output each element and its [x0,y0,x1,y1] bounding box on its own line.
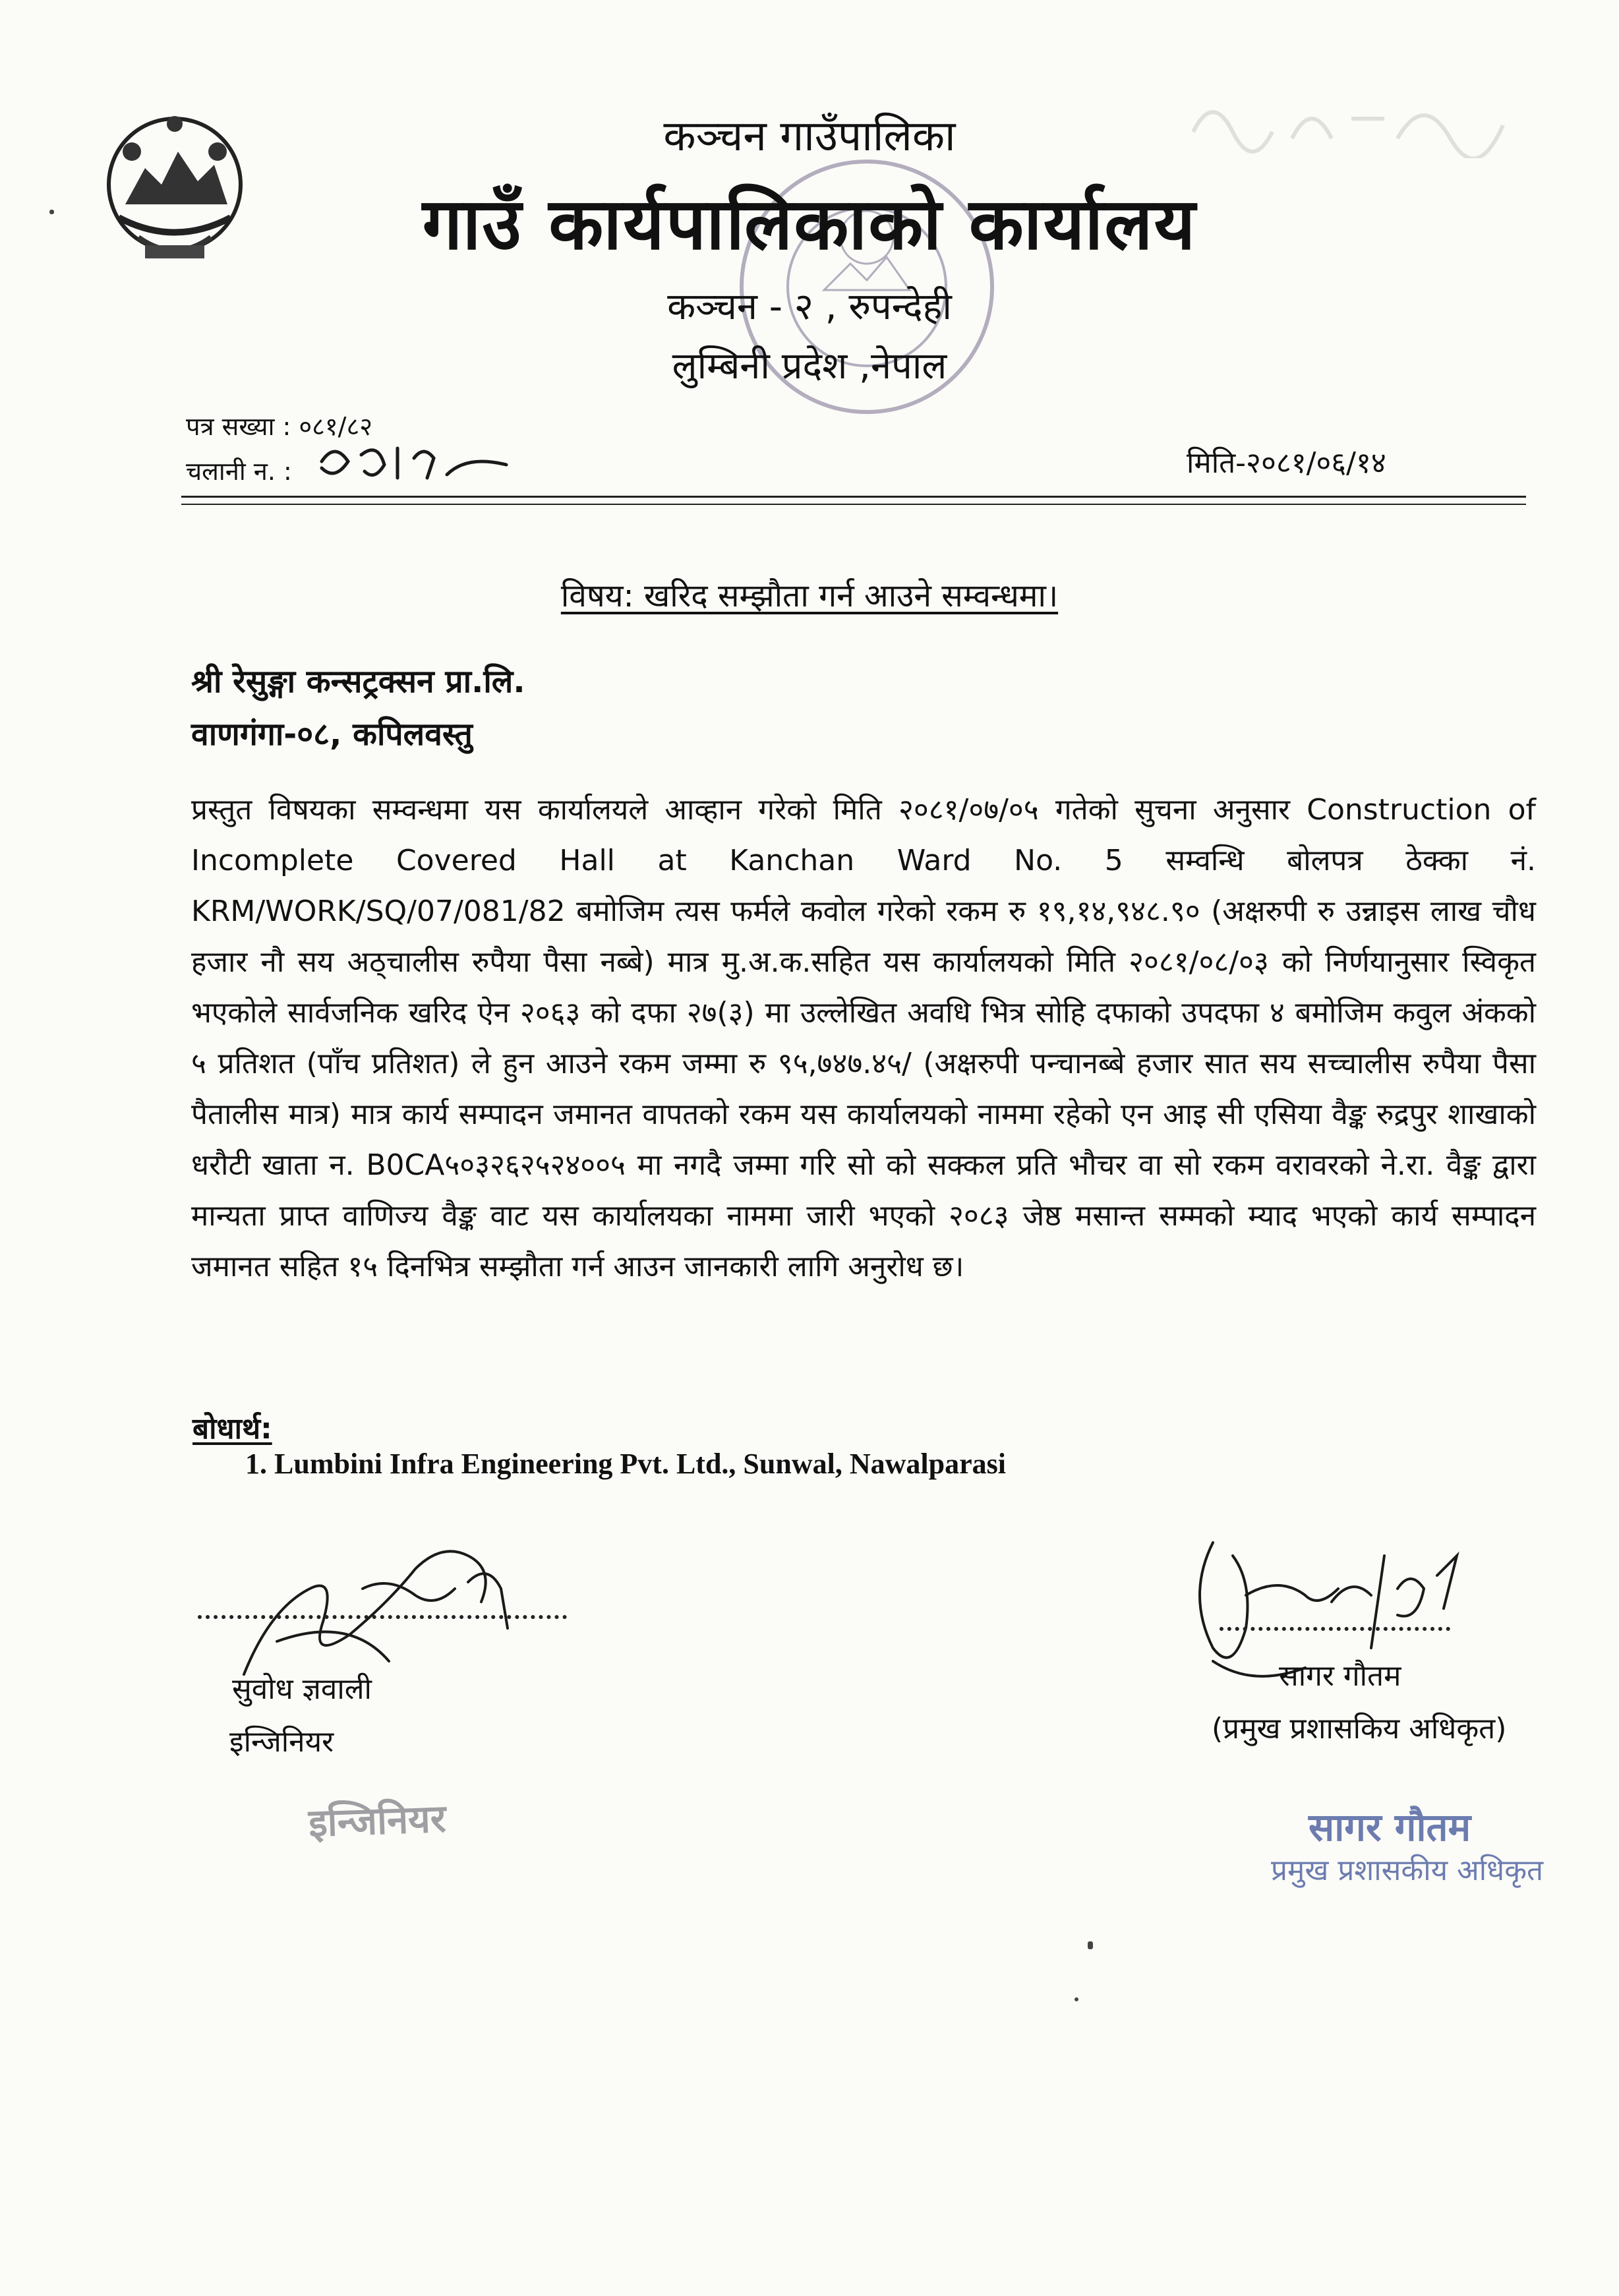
cao-stamp-name: सागर गौतम [1309,1805,1471,1850]
subject-line [0,574,1619,616]
addressee-name: श्री रेसुङ्गा कन्सट्रक्सन प्रा.लि. [191,663,525,700]
engineer-name: सुवोध ज्ञवाली [232,1672,372,1706]
cc-item: 1. Lumbini Infra Engineering Pvt. Ltd., Sunwal, Nawalparasi [245,1448,1006,1480]
engineer-stamp: इन्जिनियर [307,1796,447,1846]
signature-line-left [198,1615,567,1619]
subject-text: विषय: खरिद सम्झौता गर्न आउने सम्वन्धमा। [560,577,1059,614]
chalani-number-handwritten [315,435,513,488]
office-province: लुम्बिनी प्रदेश ,नेपाल [672,345,947,388]
cao-name: सागर गौतम [1279,1659,1401,1693]
engineer-title: इन्जिनियर [229,1725,334,1759]
letter-date: मिति-२०८१/०६/१४ [1187,446,1386,480]
letter-body: प्रस्तुत विषयका सम्वन्धमा यस कार्यालयले आव्हान गरेको मिति २०८१/०७/०५ गतेको सुचना अनुसार Construction of Incomplete Covered Hall at Kanchan Ward No. 5 सम्वन्धि बोलपत्र ठेक्का नं. KRM/WORK/SQ/07/081/82 बमोजिम त्यस फर्मले कवोल गरेको रकम रु १९,१४,९४८.९० (अक्षरुपी रु उन्नाइस लाख चौध हजार नौ सय अठ्चालीस रुपैया पैसा नब्बे) मात्र मु.अ.क.सहित यस कार्यालयको मिति २०८१/०८/०३ को निर्णयानुसार स्विकृत भएकोले सार्वजनिक खरिद ऐन २०६३ को दफा २७(३) मा उल्लेखित अवधि भित्र सोहि दफाको उपदफा ४ बमोजिम कवुल अंकको ५ प्रतिशत (पाँच प्रतिशत) ले हुन आउने रकम जम्मा रु ९५,७४७.४५/ (अक्षरुपी पन्चानब्बे हजार सात सय सच्चालीस रुपैया पैसा पैतालीस मात्र) मात्र कार्य सम्पादन जमानत वापतको रकम यस कार्यालयको नाममा रहेको एन आइ सी एसिया वैङ्क रुद्रपुर शाखाको धरौटी खाता न. B0CA५०३२६२५२४००५ मा नगदै जम्मा गरि सो को सक्कल प्रति भौचर वा सो रकम वरावरको ने.रा. वैङ्क द्वारा मान्यता प्राप्त वाणिज्य वैङ्क वाट यस कार्यालयका नाममा जारी भएको २०८३ जेष्ठ मसान्त सम्मको म्याद भएको कार्य सम्पादन जमानत सहित १५ दिनभित्र सम्झौता गर्न आउन जानकारी लागि अनुरोध छ। [191,793,1536,1283]
municipality-name: कञ्चन गाउँपालिका [663,112,956,161]
addressee-address: वाणगंगा-०८, कपिलवस्तु [191,716,473,753]
office-location: कञ्चन - २ , रुपन्देही [667,285,952,328]
signature-line-right [1220,1627,1450,1631]
chalani-label: चलानी न. : [186,457,292,486]
header-divider-secondary [181,504,1526,505]
cao-title: (प्रमुख प्रशासकिय अधिकृत) [1212,1712,1507,1746]
paper-speck [1088,1941,1093,1949]
header-divider [181,496,1526,498]
office-title: गाउँ कार्यपालिकाको कार्यालय [422,183,1197,266]
paper-speck [1074,1997,1078,2001]
patra-sankhya: पत्र सख्या : ०८१/८२ [186,412,373,441]
cc-label: बोधार्थ: [192,1412,272,1446]
cao-stamp-title: प्रमुख प्रशासकीय अधिकृत [1271,1854,1544,1887]
paper-speck [49,210,54,214]
